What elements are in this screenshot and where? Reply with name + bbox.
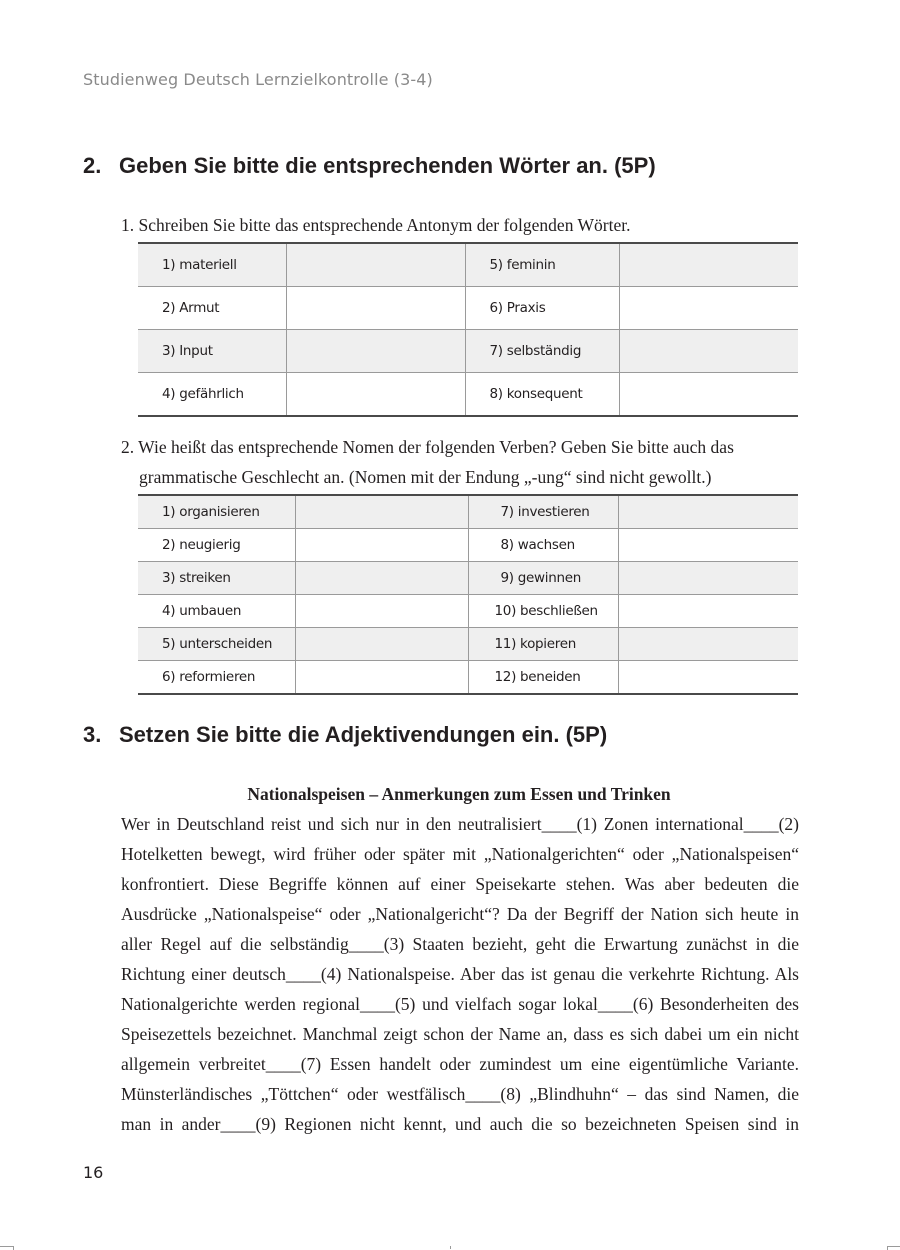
- word-cell: 5) unterscheiden: [138, 628, 295, 661]
- table-row: [138, 373, 798, 417]
- answer-cell[interactable]: [286, 287, 465, 330]
- word-cell: 5) feminin: [465, 243, 619, 287]
- passage-line: Nationalgerichte werden regional____(5) und vielfach sogar lokal____(6) Besonderheiten des: [121, 994, 799, 1014]
- answer-cell[interactable]: [295, 595, 468, 628]
- answer-cell[interactable]: [618, 628, 798, 661]
- answer-cell[interactable]: [295, 628, 468, 661]
- passage-line: konfrontiert. Diese Begriffe können auf einer Speisekarte stehen. Was aber bedeuten die: [121, 874, 799, 894]
- passage-line: Ausdrücke „Nationalspeise“ oder „Nationalgericht“? Da der Begriff der Nation sich heute in: [121, 904, 799, 924]
- running-head: Studienweg Deutsch Lernzielkontrolle (3-4): [83, 70, 433, 89]
- table-row: [138, 529, 798, 562]
- passage-text: [121, 809, 799, 1139]
- answer-cell[interactable]: [619, 287, 798, 330]
- word-cell: 8) wachsen: [468, 529, 618, 562]
- word-cell: 12) beneiden: [468, 661, 618, 695]
- answer-cell[interactable]: [618, 529, 798, 562]
- table-row: [138, 287, 798, 330]
- answer-cell[interactable]: [295, 661, 468, 695]
- answer-cell[interactable]: [286, 373, 465, 417]
- word-cell: 7) selbständig: [465, 330, 619, 373]
- passage-line: Hotelketten bewegt, wird früher oder später mit „Nationalgerichten“ oder „Nationalspeisen“: [121, 844, 799, 864]
- crop-mark-bottom-left: [0, 1246, 14, 1250]
- answer-cell[interactable]: [618, 661, 798, 695]
- table-row: [138, 595, 798, 628]
- table-row: [138, 243, 798, 287]
- answer-cell[interactable]: [618, 595, 798, 628]
- section-3-title: Setzen Sie bitte die Adjektivendungen ein. (5P): [119, 722, 608, 747]
- answer-cell[interactable]: [619, 330, 798, 373]
- answer-cell[interactable]: [619, 243, 798, 287]
- task-2-instruction-line-1: 2. Wie heißt das entsprechende Nomen der folgenden Verben? Geben Sie bitte auch das: [121, 437, 734, 457]
- word-cell: 11) kopieren: [468, 628, 618, 661]
- word-cell: 2) Armut: [138, 287, 286, 330]
- passage-title: Nationalspeisen – Anmerkungen zum Essen und Trinken: [247, 784, 671, 804]
- passage-line: Wer in Deutschland reist und sich nur in den neutralisiert____(1) Zonen international____(2): [121, 814, 799, 834]
- section-3-number: 3.: [83, 722, 102, 747]
- table-row: [138, 562, 798, 595]
- word-cell: 7) investieren: [468, 495, 618, 529]
- table-row: [138, 330, 798, 373]
- word-cell: 6) Praxis: [465, 287, 619, 330]
- section-3-heading: [83, 722, 607, 748]
- word-cell: 2) neugierig: [138, 529, 295, 562]
- answer-cell[interactable]: [286, 243, 465, 287]
- answer-cell[interactable]: [619, 373, 798, 417]
- noun-table: [138, 494, 798, 695]
- word-cell: 1) organisieren: [138, 495, 295, 529]
- section-2-number: 2.: [83, 153, 102, 178]
- answer-cell[interactable]: [295, 562, 468, 595]
- page-number: 16: [83, 1163, 104, 1182]
- answer-cell[interactable]: [286, 330, 465, 373]
- word-cell: 8) konsequent: [465, 373, 619, 417]
- answer-cell[interactable]: [618, 495, 798, 529]
- answer-cell[interactable]: [618, 562, 798, 595]
- word-cell: 4) gefährlich: [138, 373, 286, 417]
- task-1-instruction: 1. Schreiben Sie bitte das entsprechende Antonym der folgenden Wörter.: [121, 215, 631, 235]
- word-cell: 4) umbauen: [138, 595, 295, 628]
- word-cell: 10) beschließen: [468, 595, 618, 628]
- word-cell: 1) materiell: [138, 243, 286, 287]
- task-2-instruction: [121, 432, 799, 492]
- section-2-heading: [83, 153, 656, 179]
- section-2-title: Geben Sie bitte die entsprechenden Wörter an. (5P): [119, 153, 656, 178]
- passage-line: man in ander____(9) Regionen nicht kennt, und auch die so bezeichneten Speisen sind in: [121, 1114, 799, 1134]
- passage-line: allgemein verbreitet____(7) Essen handelt oder zumindest um eine eigentümliche Variante.: [121, 1054, 799, 1074]
- passage-line: Richtung einer deutsch____(4) Nationalspeise. Aber das ist genau die verkehrte Richtung. Als: [121, 964, 799, 984]
- table-row: [138, 661, 798, 695]
- passage-line: aller Regel auf die selbständig____(3) Staaten bezieht, geht die Erwartung zunächst in die: [121, 934, 799, 954]
- answer-cell[interactable]: [295, 495, 468, 529]
- answer-cell[interactable]: [295, 529, 468, 562]
- table-row: [138, 495, 798, 529]
- word-cell: 6) reformieren: [138, 661, 295, 695]
- crop-mark-bottom-right: [887, 1246, 900, 1250]
- word-cell: 3) streiken: [138, 562, 295, 595]
- table-row: [138, 628, 798, 661]
- word-cell: 9) gewinnen: [468, 562, 618, 595]
- task-2-instruction-line-2: grammatische Geschlecht an. (Nomen mit der Endung „-ung“ sind nicht gewollt.): [139, 467, 712, 487]
- word-cell: 3) Input: [138, 330, 286, 373]
- passage-line: Speisezettels bezeichnet. Manchmal zeigt schon der Name an, dass es sich dabei um ein nicht: [121, 1024, 799, 1044]
- passage-line: Münsterländisches „Töttchen“ oder westfälisch____(8) „Blindhuhn“ – das sind Namen, die: [121, 1084, 799, 1104]
- antonym-table: [138, 242, 798, 417]
